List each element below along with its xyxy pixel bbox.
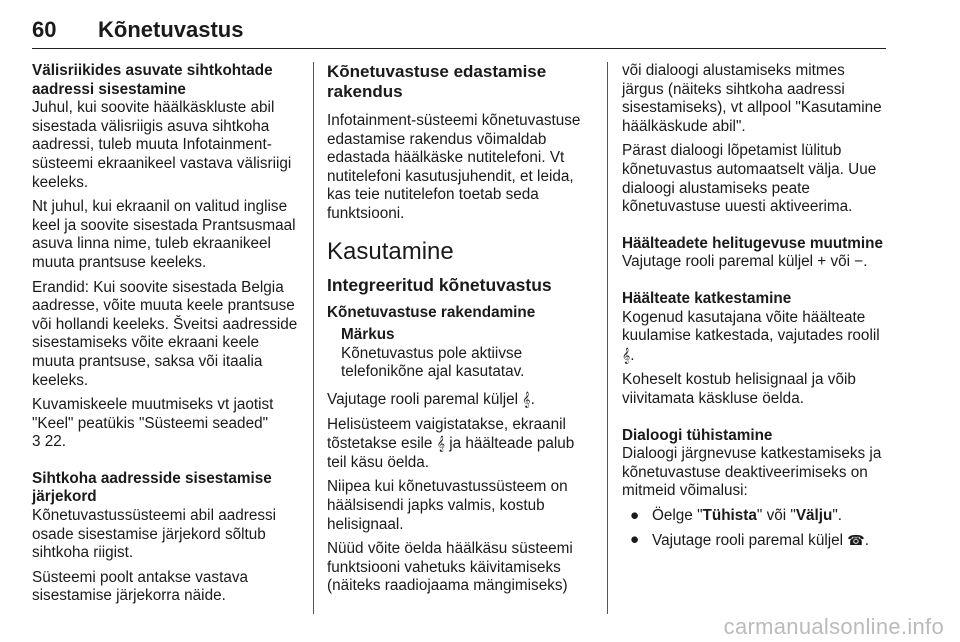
watermark: carmanualsonline.info bbox=[723, 614, 944, 639]
paragraph bbox=[327, 416, 595, 473]
chapter-title: Kõnetuvastus bbox=[98, 17, 244, 42]
paragraph: Kõnetuvastussüsteemi abil aadressi osade sisestamise järjekord sõltub sihtkoha riigist. bbox=[32, 507, 277, 562]
paragraph: Kogenud kasutajana võite häälteate kuulamise katkestada, vajutades roolil 𝄞. bbox=[622, 308, 880, 364]
list-text: Vajutage rooli paremal küljel bbox=[652, 532, 844, 550]
list-item: ● Öelge "Tühista" või "Välju". bbox=[630, 506, 843, 524]
cancel-options-list bbox=[622, 507, 890, 551]
column-3 bbox=[622, 62, 890, 557]
note-box bbox=[327, 326, 595, 382]
heading-address-order: Sihtkoha aadresside sisestamise järjekord bbox=[32, 469, 272, 506]
command-word: Tühista bbox=[702, 506, 757, 524]
heading-usage: Kasutamine bbox=[327, 237, 454, 265]
paragraph: Erandid: Kui soovite sisestada Belgia aadresse, võite muuta keele prantsuse või hollandi keeleks. Šveitsi aadresside sisestamiseks võite ekraani keele muuta prantsuse, saksa või itaalia keeleks. bbox=[32, 278, 298, 389]
list-text: ". bbox=[832, 506, 843, 524]
paragraph: Nüüd võite öelda häälkäsu süsteemi funktsiooni vahetuks käivitamiseks (näiteks raadiojaama mängimiseks) bbox=[327, 540, 573, 595]
paragraph: Süsteemi poolt antakse vastava sisestamise järjekorra näide. bbox=[32, 568, 248, 605]
note-text: Kõnetuvastus pole aktiivse telefonikõne ajal kasutatav. bbox=[341, 344, 525, 381]
minus-icon: − bbox=[854, 253, 864, 271]
heading-foreign-addresses: Välisriikides asuvate sihtkohtade aadressi sisestamine bbox=[32, 62, 273, 98]
column-2 bbox=[327, 62, 595, 602]
command-word: Välju bbox=[795, 506, 833, 524]
heading-integrated: Integreeritud kõnetuvastus bbox=[327, 274, 552, 295]
paragraph: Koheselt kostub helisignaal ja võib viivitamata käskluse öelda. bbox=[622, 371, 856, 407]
heading-activation: Kõnetuvastuse rakendamine bbox=[327, 303, 536, 321]
paragraph: Juhul, kui soovite häälkäskluste abil sisestada välisriigis asuva sihtkoha aadressi, tuleb muuta Infotainment-süsteemi ekraanikeel vastava välisriigi keeleks. bbox=[32, 99, 292, 191]
paragraph-text: Helisüsteem vaigistatakse, ekraanil tõstetakse esile bbox=[327, 415, 566, 453]
list-text: Öelge " bbox=[652, 506, 703, 524]
paragraph: Dialoogi järgnevuse katkestamiseks ja kõnetuvastuse deaktiveerimiseks on mitmeid võimalusi: bbox=[622, 445, 882, 500]
paragraph: Pärast dialoogi lõpetamist lülitub kõnetuvastus automaatselt välja. Uue dialoogi alustamiseks peate kõnetuvastuse uuesti aktiveerima. bbox=[622, 142, 877, 216]
paragraph: Vajutage rooli paremal küljel 𝄞. bbox=[327, 390, 535, 408]
heading-interrupt: Häälteate katkestamine bbox=[622, 289, 792, 307]
paragraph: või dialoogi alustamiseks mitmes järgus (näiteks sihtkoha aadressi sisestamiseks), vt allpool "Kasutamine häälkäskude abil". bbox=[622, 62, 882, 135]
paragraph: Nt juhul, kui ekraanil on valitud inglise keel ja soovite sisestada Prantsusmaal asuva linna nime, tuleb ekraanikeel muuta prantsuse keeleks. bbox=[32, 198, 296, 271]
column-divider bbox=[313, 62, 314, 614]
voice-icon: 𝄞 bbox=[622, 346, 631, 363]
hang-up-icon: ☎ bbox=[847, 532, 865, 549]
page-number: 60 bbox=[32, 17, 57, 42]
note-title: Märkus bbox=[341, 326, 395, 344]
paragraph-text: Vajutage rooli paremal küljel bbox=[327, 390, 519, 408]
page-reference[interactable]: 3 22. bbox=[32, 433, 67, 451]
voice-icon: 𝄞 bbox=[436, 435, 445, 452]
paragraph-text: Vajutage rooli paremal küljel bbox=[622, 253, 814, 271]
paragraph: Niipea kui kõnetuvastussüsteem on häälsisendi japks valmis, kostub helisignaal. bbox=[327, 478, 568, 533]
plus-icon: + bbox=[817, 253, 827, 271]
heading-volume: Häälteadete helitugevuse muutmine bbox=[622, 234, 883, 252]
heading-cancel: Dialoogi tühistamine bbox=[622, 426, 773, 444]
column-divider bbox=[607, 62, 608, 614]
page-header bbox=[32, 12, 886, 49]
paragraph: Vajutage rooli paremal küljel + või −. bbox=[622, 253, 868, 271]
paragraph-text: või bbox=[830, 253, 851, 271]
paragraph-text: Kuvamiskeele muutmiseks vt jaotist "Keel" peatükis "Süsteemi seaded" bbox=[32, 396, 274, 432]
paragraph: Infotainment-süsteemi kõnetuvastuse edastamise rakendus võimaldab edastada häälkäske nutitelefoni. Vt nutitelefoni kasutusjuhendit, et leida, kas teie nutitelefon toetab seda funktsiooni. bbox=[327, 112, 581, 222]
heading-forwarding: Kõnetuvastuse edastamise rakendus bbox=[327, 62, 547, 101]
column-1 bbox=[32, 62, 300, 612]
paragraph-text: Kogenud kasutajana võite häälteate kuulamise katkestada, vajutades roolil bbox=[622, 308, 880, 345]
voice-icon: 𝄞 bbox=[522, 390, 531, 407]
list-text: " või " bbox=[756, 506, 796, 524]
list-item: ● Vajutage rooli paremal küljel ☎. bbox=[630, 531, 869, 550]
paragraph-text: ja häälteade palub teil käsu öelda. bbox=[327, 435, 575, 471]
paragraph bbox=[32, 396, 300, 452]
